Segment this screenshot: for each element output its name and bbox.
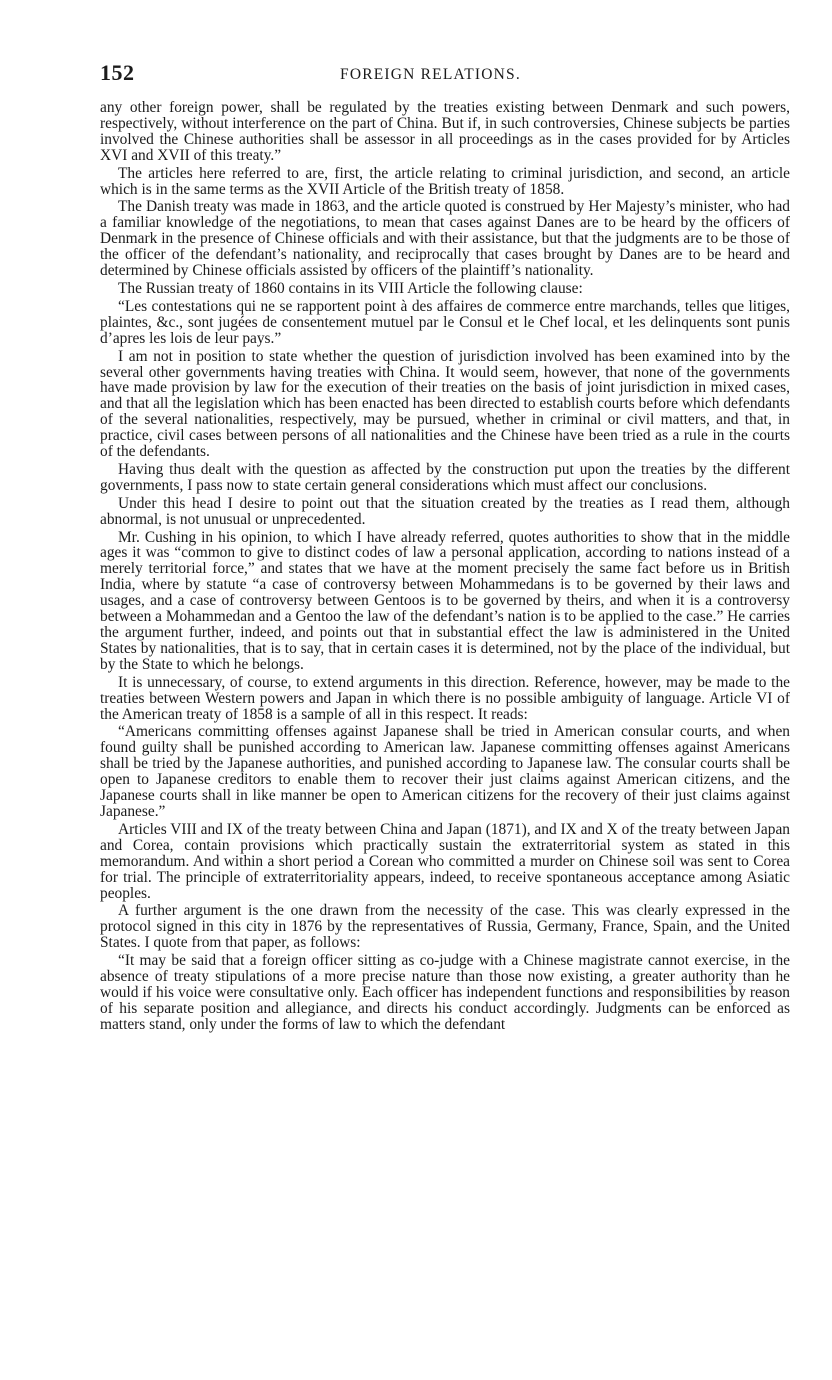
- quoted-paragraph: “It may be said that a foreign officer sitting as co-judge with a Chinese magistrate cannot exercise, in the absence of treaty stipulations of a more precise nature than those now existing, a greater authority than he would if his voice were consultative only. Each officer has independent functions and responsibilities by reason of his separate position and allegiance, and directs his conduct accordingly. Judgments can be enforced as matters stand, only under the forms of law to which the defendant: [100, 952, 790, 1033]
- paragraph: I am not in position to state whether the question of jurisdiction involved has been examined into by the several other governments having treaties with China. It would seem, however, that none of the governments have made provision by law for the execution of their treaties on the basis of joint jurisdiction in mixed cases, and that all the legislation which has been enacted has been directed to establish courts before which defendants of the several nationalities, respectively, may be pursued, whether in criminal or civil matters, and that, in practice, civil cases between persons of all nationalities and the Chinese have been tried as a rule in the courts of the defendants.: [100, 347, 790, 461]
- paragraph: The articles here referred to are, first, the article relating to criminal jurisdiction, and second, an article which is in the same terms as the XVII Article of the British treaty of 1858.: [100, 164, 790, 198]
- paragraph: The Danish treaty was made in 1863, and the article quoted is construed by Her Majesty’s minister, who had a familiar knowledge of the negotiations, to mean that cases against Danes are to be heard by the officers of Denmark in the presence of Chinese officials and with their assistance, but that the judgments are to be those of the officer of the defendant’s nationality, and reciprocally that cases brought by Danes are to be heard and determined by Chinese officials assisted by officers of the plaintiff’s nationality.: [100, 198, 790, 280]
- paragraph: Mr. Cushing in his opinion, to which I have already referred, quotes authorities to show that in the middle ages it was “common to give to distinct codes of law a personal application, according to nations instead of a merely territorial force,” and states that we have at the moment precisely the same fact before us in British India, where by statute “a case of controversy between Mohammedans is to be governed by their laws and usages, and a case of controversy between Gentoos is to be governed by theirs, and when it is a controversy between a Mohammedan and a Gentoo the law of the defendant’s nation is to be applied to the case.” He carries the argument further, indeed, and points out that in substantial effect the law is administered in the United States by nationalities, that is to say, that in certain cases it is determined, not by the place of the individual, but by the State to which he belongs.: [100, 528, 790, 673]
- quoted-paragraph: “Les contestations qui ne se rapportent point à des affaires de commerce entre marchands, telles que litiges, plaintes, &c., sont jugées de consentement mutuel par le Consul et le Chef local, et les delinquents sont punis d’apres les lois de leur pays.”: [100, 297, 790, 347]
- paragraph: Having thus dealt with the question as affected by the construction put upon the treaties by the different governments, I pass now to state certain general considerations which must affect our conclusions.: [100, 460, 790, 494]
- quoted-paragraph: “Americans committing offenses against Japanese shall be tried in American consular courts, and when found guilty shall be punished according to American law. Japanese committing offenses against Americans shall be tried by the Japanese authorities, and punished according to Japanese law. The consular courts shall be open to Japanese creditors to enable them to recover their just claims against American citizens, and the Japanese courts shall in like manner be open to American citizens for the recovery of their just claims against Japanese.”: [100, 723, 790, 820]
- paragraph: Articles VIII and IX of the treaty between China and Japan (1871), and IX and X of the treaty between Japan and Corea, contain provisions which practically sustain the extraterritorial system as stated in this memorandum. And within a short period a Corean who committed a murder on Chinese soil was sent to Corea for trial. The principle of extraterritoriality appears, indeed, to receive spontaneous acceptance among Asiatic peoples.: [100, 820, 790, 902]
- paragraph: The Russian treaty of 1860 contains in its VIII Article the following clause:: [118, 279, 583, 297]
- document-page: [100, 60, 790, 1033]
- paragraph: A further argument is the one drawn from the necessity of the case. This was clearly expressed in the protocol signed in this city in 1876 by the representatives of Russia, Germany, France, Spain, and the United States. I quote from that paper, as follows:: [100, 902, 790, 952]
- paragraph: Under this head I desire to point out that the situation created by the treaties as I read them, although abnormal, is not unusual or unprecedented.: [100, 494, 790, 528]
- page-number: 152: [100, 60, 135, 85]
- paragraph-continued: any other foreign power, shall be regulated by the treaties existing between Denmark and such powers, respectively, without interference on the part of China. But if, in such controversies, Chinese subjects be parties involved the Chinese authorities shall be assessor in all proceedings as in the cases provided for by Articles XVI and XVII of this treaty.”: [100, 99, 790, 164]
- page-header: [100, 60, 790, 90]
- paragraph: It is unnecessary, of course, to extend arguments in this direction. Reference, however, may be made to the treaties between Western powers and Japan in which there is no possible ambiguity of language. Article VI of the American treaty of 1858 is a sample of all in this respect. It reads:: [100, 673, 790, 723]
- running-head: FOREIGN RELATIONS.: [340, 66, 521, 83]
- body-text: [100, 100, 790, 1033]
